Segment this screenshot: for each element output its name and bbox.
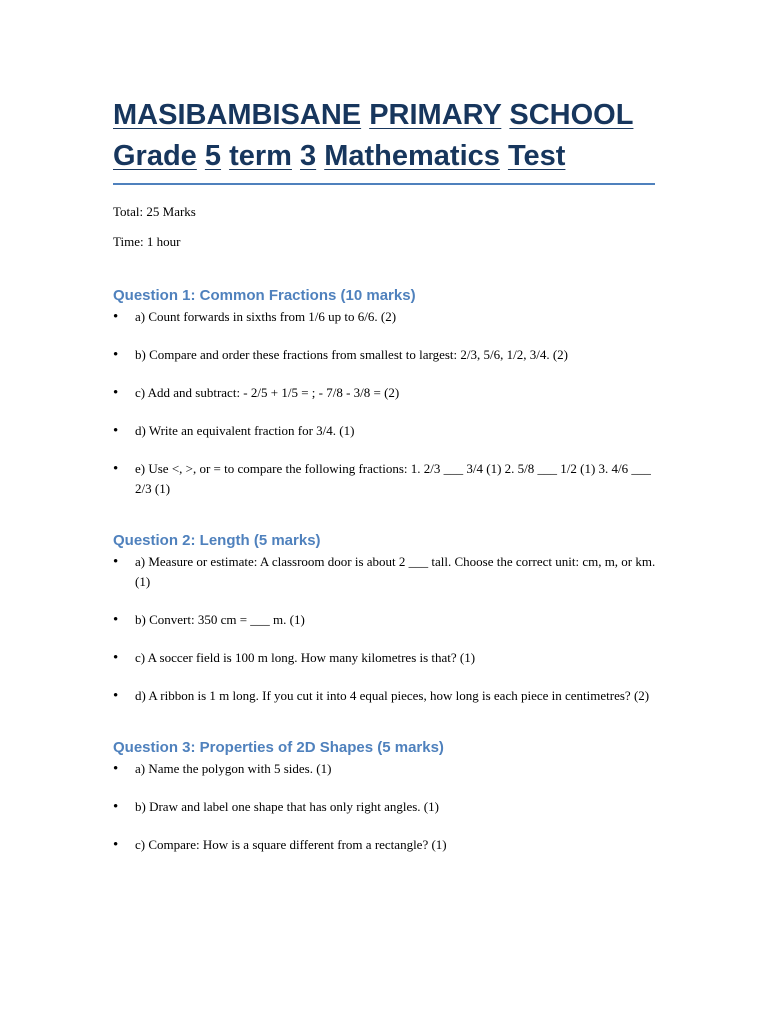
item-text: a) Count forwards in sixths from 1/6 up to 6/6. (2) <box>135 309 397 324</box>
item-text: a) Measure or estimate: A classroom door is about 2 ___ tall. Choose the correct unit: cm, m, or km. (1) <box>135 554 656 589</box>
list-item <box>113 307 658 327</box>
list-item <box>113 648 658 668</box>
bullet-icon: • <box>113 423 119 439</box>
bullet-icon: • <box>113 799 119 815</box>
list-item <box>113 610 658 630</box>
title-word: 3 <box>300 140 317 172</box>
title-word: term <box>229 140 292 172</box>
title-line-1 <box>113 99 633 131</box>
title-line-2 <box>113 140 565 172</box>
question-2-list <box>113 552 658 706</box>
question-3-heading: Question 3: Properties of 2D Shapes (5 marks) <box>113 739 444 756</box>
document-title <box>113 95 658 177</box>
item-text: c) Add and subtract: - 2/5 + 1/5 = ; - 7/8 - 3/8 = (2) <box>135 385 400 400</box>
title-word: 5 <box>204 140 222 172</box>
item-text: c) A soccer field is 100 m long. How many kilometres is that? (1) <box>135 650 476 665</box>
bullet-icon: • <box>113 461 119 477</box>
question-3-list <box>113 759 658 855</box>
list-item <box>113 459 658 499</box>
document-page <box>113 95 658 855</box>
total-marks: Total: 25 Marks <box>113 204 196 219</box>
list-item <box>113 759 658 779</box>
item-text: b) Compare and order these fractions from smallest to largest: 2/3, 5/6, 1/2, 3/4. (2) <box>135 347 568 362</box>
bullet-icon: • <box>113 347 119 363</box>
bullet-icon: • <box>113 309 119 325</box>
item-text: b) Convert: 350 cm = ___ m. (1) <box>135 612 305 627</box>
question-1-heading: Question 1: Common Fractions (10 marks) <box>113 287 416 304</box>
bullet-icon: • <box>113 554 119 570</box>
list-item <box>113 686 658 706</box>
bullet-icon: • <box>113 761 119 777</box>
list-item <box>113 835 658 855</box>
title-word: SCHOOL <box>509 99 634 131</box>
bullet-icon: • <box>113 650 119 666</box>
title-word: Test <box>507 140 566 172</box>
title-word: Mathematics <box>324 140 500 172</box>
item-text: d) A ribbon is 1 m long. If you cut it into 4 equal pieces, how long is each piece in centimetres? (2) <box>135 688 650 703</box>
list-item <box>113 797 658 817</box>
list-item <box>113 345 658 365</box>
question-2-heading: Question 2: Length (5 marks) <box>113 532 321 549</box>
bullet-icon: • <box>113 612 119 628</box>
title-divider <box>113 183 655 185</box>
question-1-list <box>113 307 658 499</box>
time-allowed: Time: 1 hour <box>113 234 181 249</box>
item-text: a) Name the polygon with 5 sides. (1) <box>135 761 332 776</box>
title-word: PRIMARY <box>369 99 502 131</box>
bullet-icon: • <box>113 385 119 401</box>
item-text: e) Use <, >, or = to compare the following fractions: 1. 2/3 ___ 3/4 (1) 2. 5/8 ___ 1/2 (1) 3. 4/6 ___ 2/3 (1) <box>135 461 651 496</box>
list-item <box>113 552 658 592</box>
bullet-icon: • <box>113 688 119 704</box>
title-word: Grade <box>113 140 197 172</box>
item-text: b) Draw and label one shape that has only right angles. (1) <box>135 799 439 814</box>
list-item <box>113 383 658 403</box>
bullet-icon: • <box>113 837 119 853</box>
list-item <box>113 421 658 441</box>
title-word: MASIBAMBISANE <box>113 99 362 131</box>
item-text: c) Compare: How is a square different from a rectangle? (1) <box>135 837 447 852</box>
item-text: d) Write an equivalent fraction for 3/4. (1) <box>135 423 355 438</box>
